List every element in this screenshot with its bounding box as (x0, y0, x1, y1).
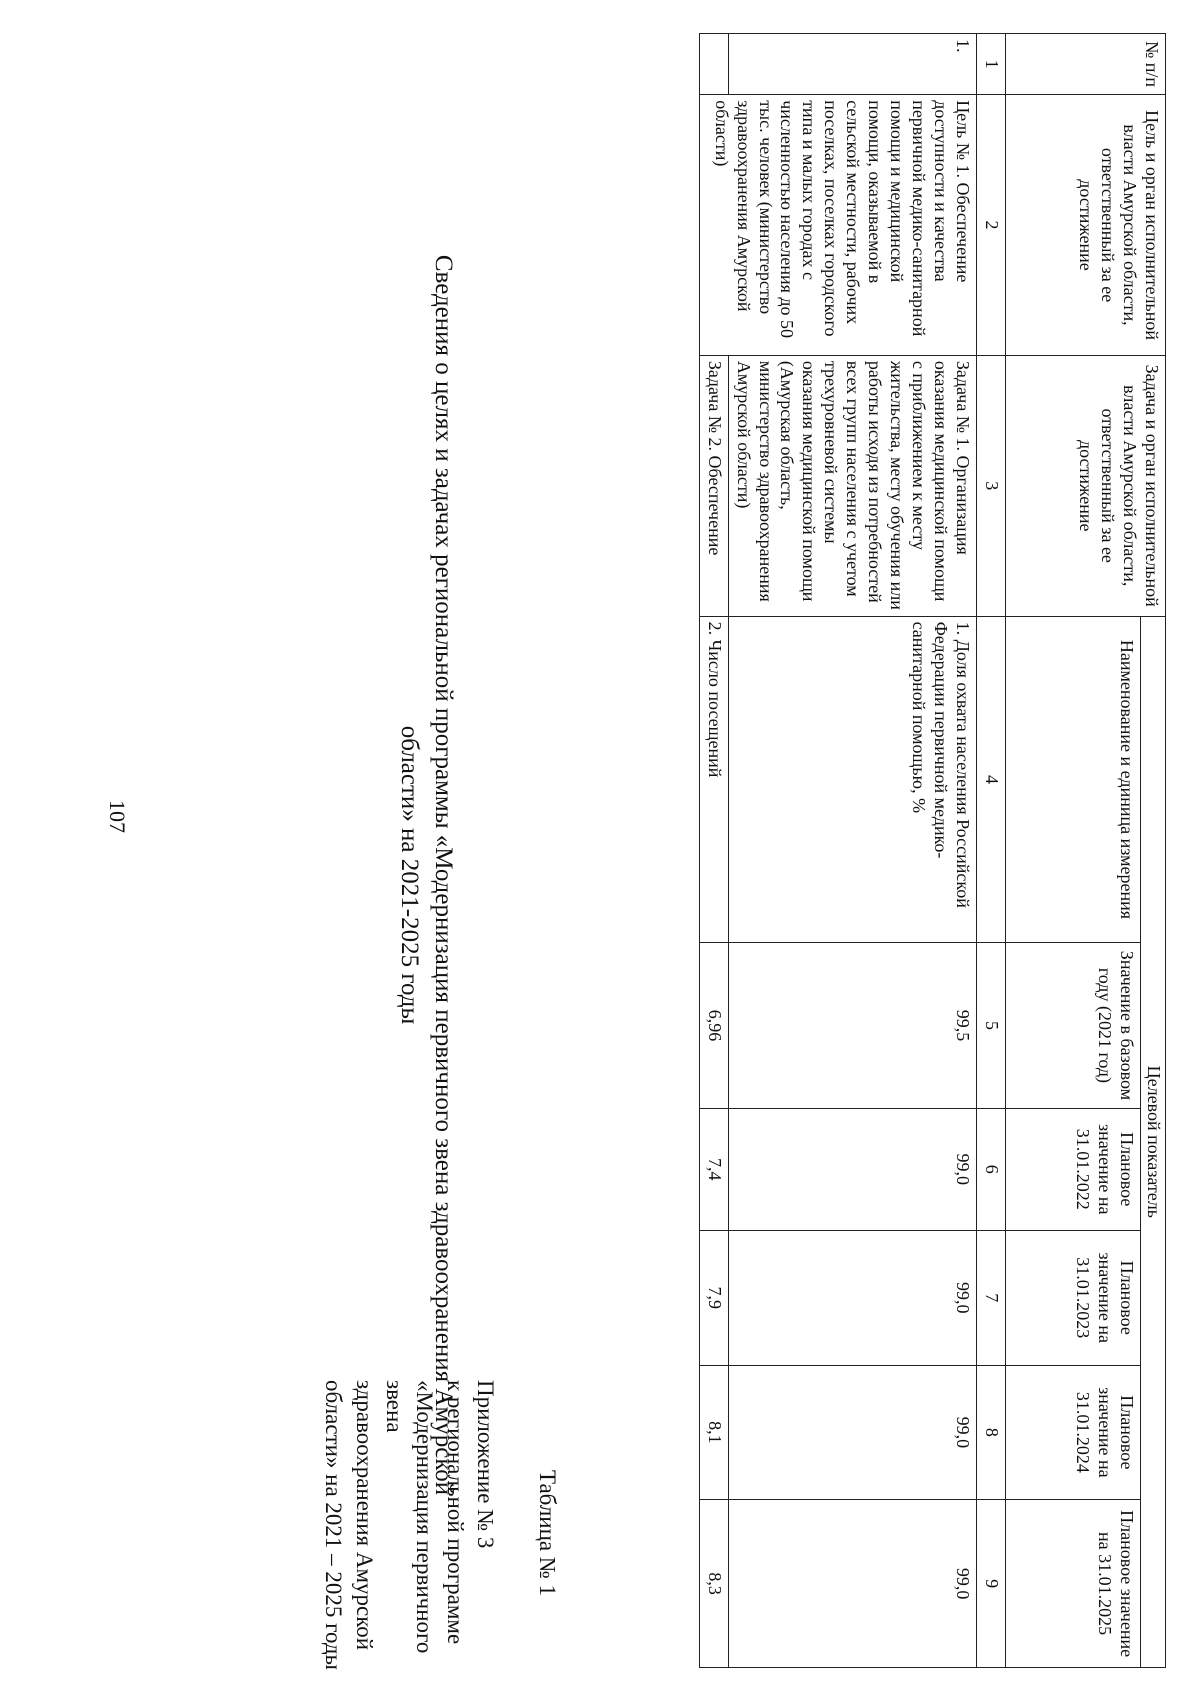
col-header-2023: Плановое значение на 31.01.2023 (1006, 1230, 1141, 1365)
task-cell: Задача № 2. Обеспечение (699, 355, 728, 616)
col-header-2025: Плановое значение на 31.01.2025 (1006, 1500, 1141, 1668)
goal-cell: Цель № 1. Обеспечение доступности и качества первичной медико-санитарной помощи и медицинской помощи, оказываемой в сельской местности, рабочих поселках, поселках городского типа и малых городах с численностью населения до 50 тыс. человек (министерство здравоохранения Амурской области) (699, 95, 976, 356)
plan-2025-cell: 8,3 (699, 1500, 728, 1668)
table-header-row (1141, 34, 1166, 1668)
page-number: 107 (105, 800, 130, 833)
col-header-num: № п/п (1006, 34, 1166, 95)
plan-2022-cell: 99,0 (728, 1108, 976, 1230)
plan-2024-cell: 99,0 (728, 1365, 976, 1500)
col-header-base: Значение в базовом году (2021 год) (1006, 943, 1141, 1108)
annex-line: «Модернизация первичного звена (381, 1380, 438, 1654)
row-number: 1. (728, 34, 976, 95)
column-number: 5 (977, 943, 1006, 1108)
document-title (393, 200, 460, 1550)
annex-line: здравоохранения Амурской (351, 1380, 377, 1651)
title-line: Сведения о целях и задачах региональной программы «Модернизация первичного звена здравоохранения Амурской (430, 254, 457, 1496)
column-number: 7 (977, 1230, 1006, 1365)
col-header-task: Задача и орган исполнительной власти Амурской области, ответственный за ее достижение (1006, 355, 1166, 616)
base-value-cell: 6,96 (699, 943, 728, 1108)
plan-2024-cell: 8,1 (699, 1365, 728, 1500)
plan-2023-cell: 7,9 (699, 1230, 728, 1365)
table-label: Таблица № 1 (535, 1470, 560, 1597)
annex-line: Приложение № 3 (473, 1380, 498, 1549)
col-header-goal: Цель и орган исполнительной власти Амурской области, ответственный за ее достижение (1006, 95, 1166, 356)
task-cell: Задача № 1. Организация оказания медицинской помощи с приближением к месту жительства, месту обучения или работы исходя из потребностей всех групп населения с учетом трехуровневой системы оказания медицинской помощи (Амурская область, министерство здравоохранения Амурской области) (728, 355, 976, 616)
col-header-2022: Плановое значение на 31.01.2022 (1006, 1108, 1141, 1230)
goals-table (699, 33, 1166, 1668)
annex-line: области» на 2021 – 2025 годы (321, 1380, 347, 1671)
column-number-row (977, 34, 1006, 1668)
col-header-indicator: Наименование и единица измерения (1006, 616, 1141, 943)
indicator-cell: 2. Число посещений (699, 616, 728, 943)
column-number: 1 (977, 34, 1006, 95)
plan-2025-cell: 99,0 (728, 1500, 976, 1668)
plan-2023-cell: 99,0 (728, 1230, 976, 1365)
column-number: 6 (977, 1108, 1006, 1230)
plan-2022-cell: 7,4 (699, 1108, 728, 1230)
col-header-2024: Плановое значение на 31.01.2024 (1006, 1365, 1141, 1500)
annex-line: к региональной программе (442, 1380, 468, 1645)
indicator-cell: 1. Доля охвата населения Российской Федерации первичной медико-санитарной помощью, % (728, 616, 976, 943)
title-line: области» на 2021-2025 годы (396, 725, 424, 1025)
column-number: 3 (977, 355, 1006, 616)
column-number: 4 (977, 616, 1006, 943)
column-number: 2 (977, 95, 1006, 356)
base-value-cell: 99,5 (728, 943, 976, 1108)
table-row (728, 34, 976, 1668)
column-number: 9 (977, 1500, 1006, 1668)
group-header-target: Целевой показатель (1141, 616, 1166, 1667)
column-number: 8 (977, 1365, 1006, 1500)
row-number (699, 34, 728, 95)
